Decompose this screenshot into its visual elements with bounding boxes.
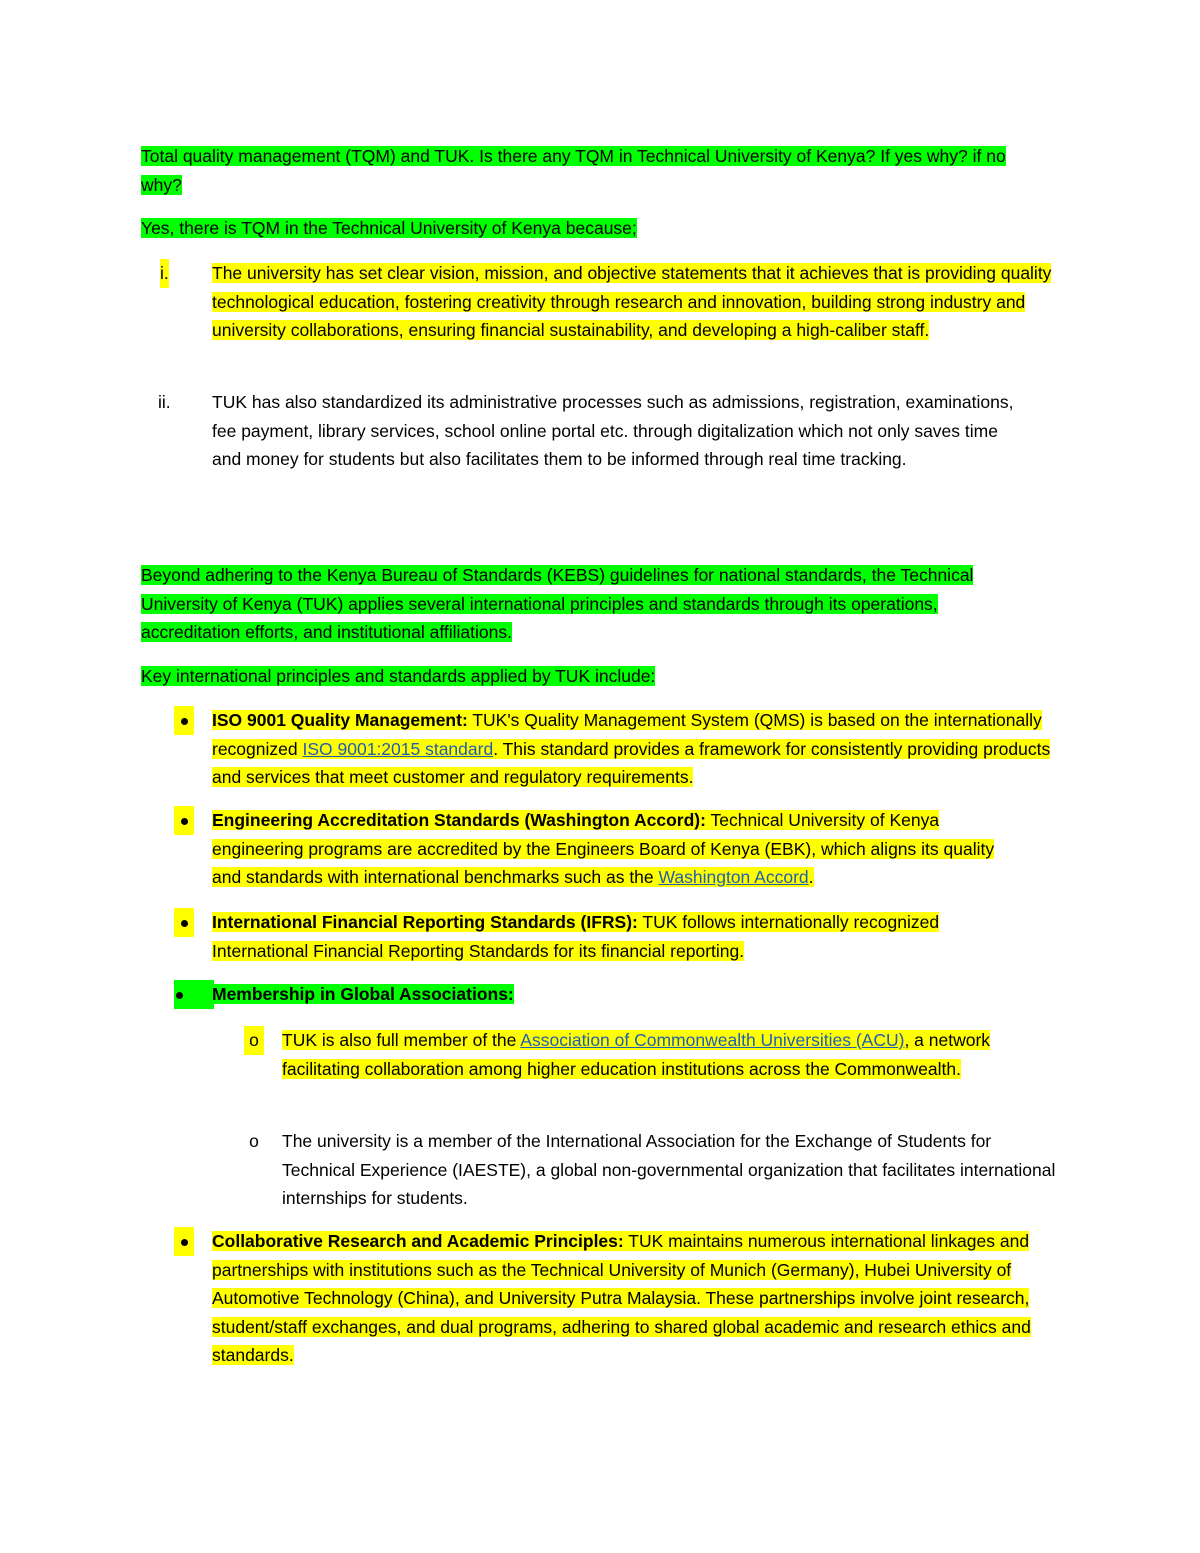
- beyond-paragraph: [141, 561, 1031, 647]
- principle-collaborative-title: Collaborative Research and Academic Principles:: [212, 1231, 624, 1251]
- acu-link[interactable]: Association of Commonwealth Universities (ACU): [520, 1030, 905, 1050]
- reason-text-2-content: TUK has also standardized its administrative processes such as admissions, registration, examinations, fee payment, library services, school online portal etc. through digitalization which not only saves time and money for students but also facilitates them to be informed through real time tracking.: [212, 392, 1014, 469]
- membership-acu-body-2: , a network facilitating collaboration among higher education institutions across the Commonwealth.: [282, 1030, 991, 1079]
- principle-iso-body-1: TUK's Quality Management System (QMS) is based on the internationally recognized: [212, 710, 1042, 759]
- beyond-paragraph-text: Beyond adhering to the Kenya Bureau of Standards (KEBS) guidelines for national standards, the Technical University of Kenya (TUK) applies several international principles and standards through its operations, accreditation efforts, and institutional affiliations.: [141, 565, 974, 642]
- principle-ifrs-title: International Financial Reporting Standards (IFRS):: [212, 912, 638, 932]
- principle-collaborative-text: [212, 1227, 1062, 1370]
- principle-engineering-title: Engineering Accreditation Standards (Washington Accord):: [212, 810, 706, 830]
- key-principles-intro-text: Key international principles and standards applied by TUK include:: [141, 666, 656, 686]
- intro-question: [141, 142, 1021, 199]
- principle-engineering: [0, 806, 1200, 896]
- principle-iso: [0, 706, 1200, 796]
- reason-item-1: [0, 259, 1200, 374]
- principle-membership-title: Membership in Global Associations:: [212, 984, 514, 1004]
- washington-accord-link[interactable]: Washington Accord: [658, 867, 809, 887]
- bullet-icon: [174, 980, 214, 1009]
- principle-collaborative-body: TUK maintains numerous international linkages and partnerships with institutions such as the Technical University of Munich (Germany), Hubei University of Automotive Technology (China), and University Putra Malaysia. These partnerships involve joint research, student/staff exchanges, and dual programs, adhering to shared global academic and research ethics and standards.: [212, 1231, 1031, 1365]
- principle-ifrs-text: [212, 908, 1022, 965]
- reason-text-1: [212, 259, 1057, 345]
- membership-acu: [0, 1026, 1200, 1116]
- membership-iaeste: [0, 1127, 1200, 1217]
- intro-answer: [141, 214, 1041, 243]
- principle-ifrs: [0, 908, 1200, 968]
- principle-engineering-body-1: Technical University of Kenya engineering programs are accredited by the Engineers Board of Kenya (EBK), which aligns its quality and standards with international benchmarks such as the: [212, 810, 995, 887]
- intro-question-text: Total quality management (TQM) and TUK. Is there any TQM in Technical University of Kenya? If yes why? if no why?: [141, 146, 1006, 195]
- membership-acu-text: [282, 1026, 1017, 1083]
- membership-acu-body-1: TUK is also full member of the: [282, 1030, 521, 1050]
- reason-text-2: [212, 388, 1017, 474]
- intro-answer-text: Yes, there is TQM in the Technical University of Kenya because;: [141, 218, 637, 238]
- principle-collaborative: [0, 1227, 1200, 1377]
- iso-9001-link[interactable]: ISO 9001:2015 standard: [302, 738, 494, 759]
- bullet-icon: [174, 908, 194, 937]
- reason-item-2: [0, 388, 1200, 503]
- principle-membership-text: [212, 980, 1072, 1009]
- key-principles-intro: [141, 662, 1041, 691]
- principle-engineering-text: [212, 806, 1027, 892]
- bullet-icon: [174, 806, 194, 835]
- bullet-icon: [174, 706, 194, 735]
- list-marker-ii: ii.: [158, 392, 171, 412]
- membership-iaeste-text: [282, 1127, 1067, 1213]
- principle-iso-text: [212, 706, 1052, 792]
- principle-ifrs-body: TUK follows internationally recognized International Financial Reporting Standards for its financial reporting.: [212, 912, 940, 961]
- membership-iaeste-body: The university is a member of the International Association for the Exchange of Students for Technical Experience (IAESTE), a global non-governmental organization that facilitates international internships for students.: [282, 1131, 1056, 1208]
- principle-iso-body-2: . This standard provides a framework for consistently providing products and services that meet customer and regulatory requirements.: [212, 738, 1051, 787]
- principle-engineering-body-2: .: [808, 867, 814, 887]
- sub-bullet-marker: o: [244, 1026, 264, 1055]
- sub-bullet-marker: o: [249, 1131, 259, 1151]
- principle-iso-title: ISO 9001 Quality Management:: [212, 710, 468, 730]
- principle-membership: [0, 980, 1200, 1010]
- list-marker-i: i.: [160, 259, 169, 288]
- bullet-icon: [174, 1227, 194, 1256]
- reason-text-1-content: The university has set clear vision, mission, and objective statements that it achieves that is providing quality technological education, fostering creativity through research and innovation, building strong industry and university collaborations, ensuring financial sustainability, and developing a high-caliber staff.: [212, 263, 1052, 340]
